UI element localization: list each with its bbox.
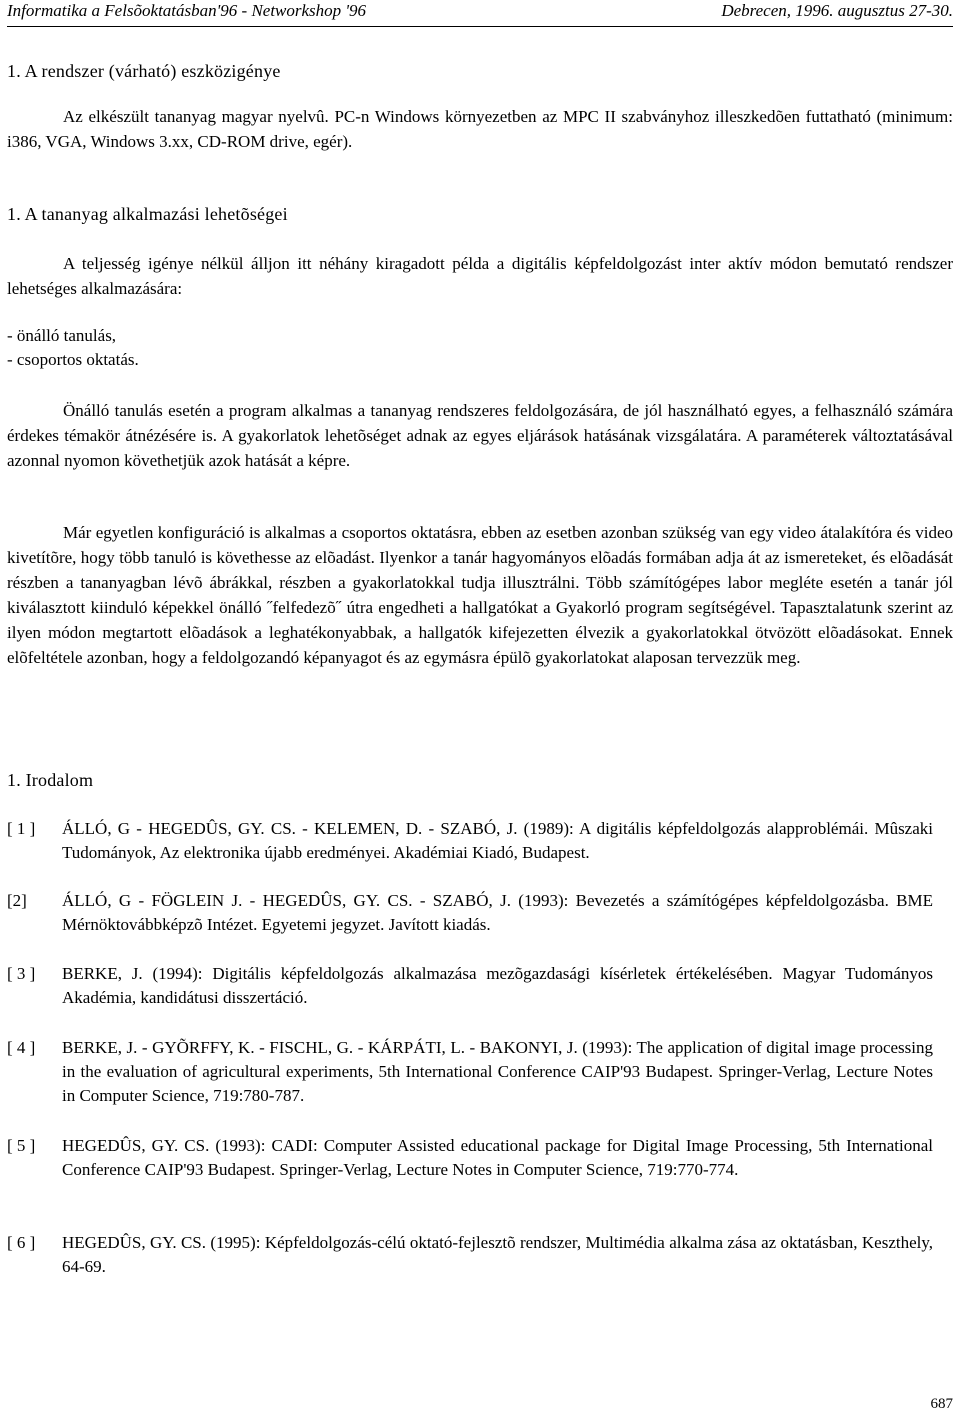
document-page — [7, 0, 953, 1414]
paragraph-group-teaching: Már egyetlen konfiguráció is alkalmas a csoportos oktatásra, ebben az esetben azonban szükség van egy video átalakítóra és video kivetítõre, hogy több tanuló is követhesse az elõadást. Ilyenkor a tanár hagyományos elõadás formában adja át az ismereteket, és elõadását részben a tananyagban lévõ ábrákkal, részben a gyakorlatokkal tudja illusztrálni. Több számítógépes labor megléte esetén a tanár jól kiválasztott kiinduló képekkel önálló ˝felfedezõ˝ útra engedheti a hallgatókat a Gyakorló program segítségével. Tapasztalatunk szerint az ilyen módon megtartott elõadások a leghatékonyabbak, a hallgatók kifejezetten élvezik a gyakorlatokkal ötvözött elõadásokat. Ennek elõfeltétele azonban, hogy a feldolgozandó képanyagot és az egymásra épülõ gyakorlatokat alaposan tervezzük meg. — [7, 523, 953, 667]
reference-text: BERKE, J. - GYÕRFFY, K. - FISCHL, G. - KÁRPÁTI, L. - BAKONYI, J. (1993): The application of digital image processing in the evaluation of agricultural experiments, 5th International Conference CAIP'93 Budapest. Springer-Verlag, Lecture Notes in Computer Science, 719:780-787. — [62, 1038, 933, 1105]
list-item-group-teaching: - csoportos oktatás. — [7, 350, 139, 369]
reference-label: [2] — [7, 891, 27, 910]
reference-text: ÁLLÓ, G - FÖGLEIN J. - HEGEDÛS, GY. CS. - SZABÓ, J. (1993): Bevezetés a számítógépes képfeldolgozásba. BME Mérnöktovábbképzõ Intézet. Egyetemi jegyzet. Javított kiadás. — [62, 891, 933, 934]
reference-label: [ 1 ] — [7, 819, 36, 838]
paragraph-self-study: Önálló tanulás esetén a program alkalmas a tananyag rendszeres feldolgozására, de jól használható egyes, a felhasználó számára érdekes témakör átnézésére is. A gyakorlatok lehetõséget adnak az egyes eljárások hatásának vizsgálatára. A paraméterek változtatásával azonnal nyomon követhetjük azok hatását a képre. — [7, 401, 953, 470]
reference-label: [ 3 ] — [7, 964, 36, 983]
section-heading-applications: 1. A tananyag alkalmazási lehetõségei — [7, 204, 288, 224]
running-header — [7, 0, 953, 24]
reference-text: HEGEDÛS, GY. CS. (1993): CADI: Computer Assisted educational package for Digital Image Processing, 5th International Conference CAIP'93 Budapest. Springer-Verlag, Lecture Notes in Computer Science, 719:770-774. — [62, 1136, 933, 1179]
reference-text: ÁLLÓ, G - HEGEDÛS, GY. CS. - KELEMEN, D. - SZABÓ, J. (1989): A digitális képfeldolgozás alapproblémái. Mûszaki Tudományok, Az elektronika újabb eredményei. Akadémiai Kiadó, Budapest. — [62, 819, 933, 862]
paragraph-requirements: Az elkészült tananyag magyar nyelvû. PC-n Windows környezetben az MPC II szabványhoz illeszkedõen futtatható (minimum: i386, VGA, Windows 3.xx, CD-ROM drive, egér). — [7, 107, 953, 151]
reference-text: HEGEDÛS, GY. CS. (1995): Képfeldolgozás-célú oktató-fejlesztõ rendszer, Multimédia alkalma zása az oktatásban, Keszthely, 64-69. — [62, 1233, 933, 1276]
reference-text: BERKE, J. (1994): Digitális képfeldolgozás alkalmazása mezõgazdasági kísérletek értékelésében. Magyar Tudományos Akadémia, kandidátusi disszertáció. — [62, 964, 933, 1007]
reference-label: [ 5 ] — [7, 1136, 36, 1155]
section-heading-references: 1. Irodalom — [7, 770, 94, 790]
reference-label: [ 4 ] — [7, 1038, 36, 1057]
list-item-self-study: - önálló tanulás, — [7, 326, 117, 345]
header-rule — [7, 26, 953, 27]
header-place-date: Debrecen, 1996. augusztus 27-30. — [721, 1, 953, 20]
header-conference-title: Informatika a Felsõoktatásban'96 - Networkshop '96 — [7, 1, 367, 20]
page-number: 687 — [930, 1396, 953, 1412]
paragraph-applications-intro: A teljesség igénye nélkül álljon itt néhány kiragadott példa a digitális képfeldolgozást inter aktív módon bemutató rendszer lehetséges alkalmazására: — [7, 254, 953, 298]
section-heading-requirements: 1. A rendszer (várható) eszközigénye — [7, 61, 281, 81]
reference-label: [ 6 ] — [7, 1233, 36, 1252]
